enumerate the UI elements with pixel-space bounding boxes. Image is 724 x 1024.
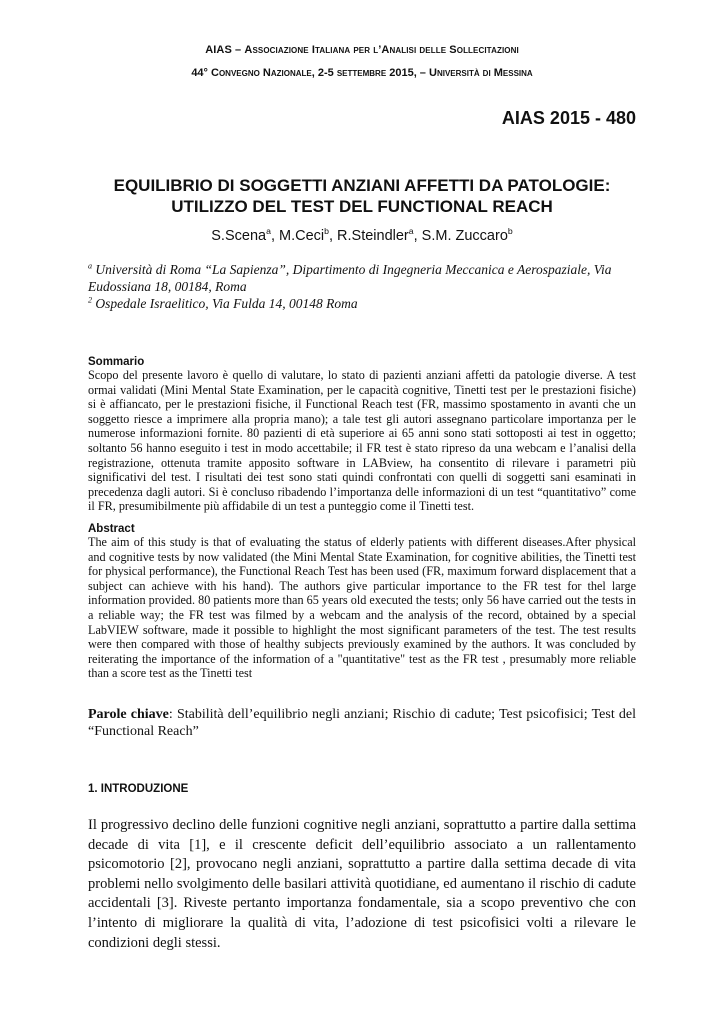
sommario-text: Scopo del presente lavoro è quello di valutare, lo stato di pazienti anziani affetti da patologie diverse. A test ormai validati (Mini Mental State Examination, per le capacità cognitive, Tinetti test per le prestazioni fisiche) si è affiancato, per le prestazioni fisiche, il Functional Reach test (FR, massimo spostamento in avanti che un soggetto riesce a imprimere alla propria mano); a tale test gli autori assegnano particolare importanza per le numerose informazioni fornite. 80 pazienti di età superiore ai 65 anni sono stati sottoposti ai test in oggetto; soltanto 56 hanno eseguito i test in modo accettabile; il FR test è stato ripreso da una webcam e l’analisi della registrazione, ottenuta tramite apposito software in LABview, ha consentito di rilevare i parametri più significativi del test. I risultati dei test sono stati quindi confrontati con quelli di soggetti sani esaminati in precedenza dagli autori. Si è concluso ribadendo l’importanza delle informazioni di un test “quantitativo” come il FR, presumibilmente più affidabile di un test a punteggio come il Tinetti test. [88,368,636,514]
affiliation-a: $^a$ Università di Roma “La Sapienza”, Dipartimento di Ingegneria Meccanica e Aerospaziale, Via Eudossiana 18, 00184, Roma [88,261,612,294]
author: R.Steindler$^a$, [337,226,422,244]
affiliation-b: $^2$ Ospedale Israelitico, Via Fulda 14, 00148 Roma [88,295,358,311]
conference-header-event: 44° Convegno Nazionale, 2-5 settembre 2015, – Università di Messina [191,67,533,79]
paper-title-line-2: UTILIZZO DEL TEST DEL FUNCTIONAL REACH [171,197,553,216]
keywords-text: : Stabilità dell’equilibrio negli anziani; Rischio di cadute; Test psicofisici; Test del “Functional Reach” [88,707,636,739]
author: M.Ceci$^b$, [279,226,338,244]
introduction-heading: 1. INTRODUZIONE [88,783,189,795]
affiliations [88,261,636,312]
keywords [88,707,636,740]
keywords-label: Parole chiave [88,707,169,722]
author: S.Scena$^a$, [211,226,279,244]
author: S.M. Zuccaro$^b$ [421,226,513,244]
paper-reference-number: AIAS 2015 - 480 [501,108,636,128]
paper-title [0,175,724,217]
sommario-heading: Sommario [88,356,145,368]
abstract-heading: Abstract [88,523,135,535]
conference-header-association: AIAS – Associazione Italiana per l’Analisi delle Sollecitazioni [205,44,519,56]
introduction-text: Il progressivo declino delle funzioni cognitive negli anziani, soprattutto a partire dalla settima decade di vita [1], e il crescente deficit dell’equilibrio associato a un rallentamento psicomotorio [2], provocano negli anziani, soprattutto a partire dalla settima decade di vita problemi nello svolgimento delle basilari attività quotidiane, ed aumentano il rischio di cadute accidentali [3]. Riveste pertanto importanza fondamentale, sia a scopo preventivo che con l’intento di migliorare la qualità di vita, l’adozione di test psicofisici volti a rilevare le condizioni degli stessi. [88,817,636,951]
paper-title-line-1: EQUILIBRIO DI SOGGETTI ANZIANI AFFETTI DA PATOLOGIE: [113,176,611,195]
author-list [0,228,724,244]
abstract-text: The aim of this study is that of evaluating the status of elderly patients with different diseases.After physical and cognitive tests by now validated (the Mini Mental State Examination, for cognitive abilities, the Tinetti test for physical performance), the Functional Reach Test has been used (FR, maximum forward displacement that a subject can achieve with his hand). The authors give particular importance to the FR test for thel large information provided. 80 patients more than 65 years old executed the tests; only 56 have carried out the tests in a reliable way; the FR test was filmed by a webcam and the analysis of the record, obtained by a special LabVIEW software, made it possible to highlight the most significant parameters of the test. The test results were then compared with those of healthy subjects previously examined by the authors. It was concluded by reiterating the importance of the information of a "quantitative" test as the FR test , presumably more reliable than a score test as the Tinetti test [88,535,636,681]
